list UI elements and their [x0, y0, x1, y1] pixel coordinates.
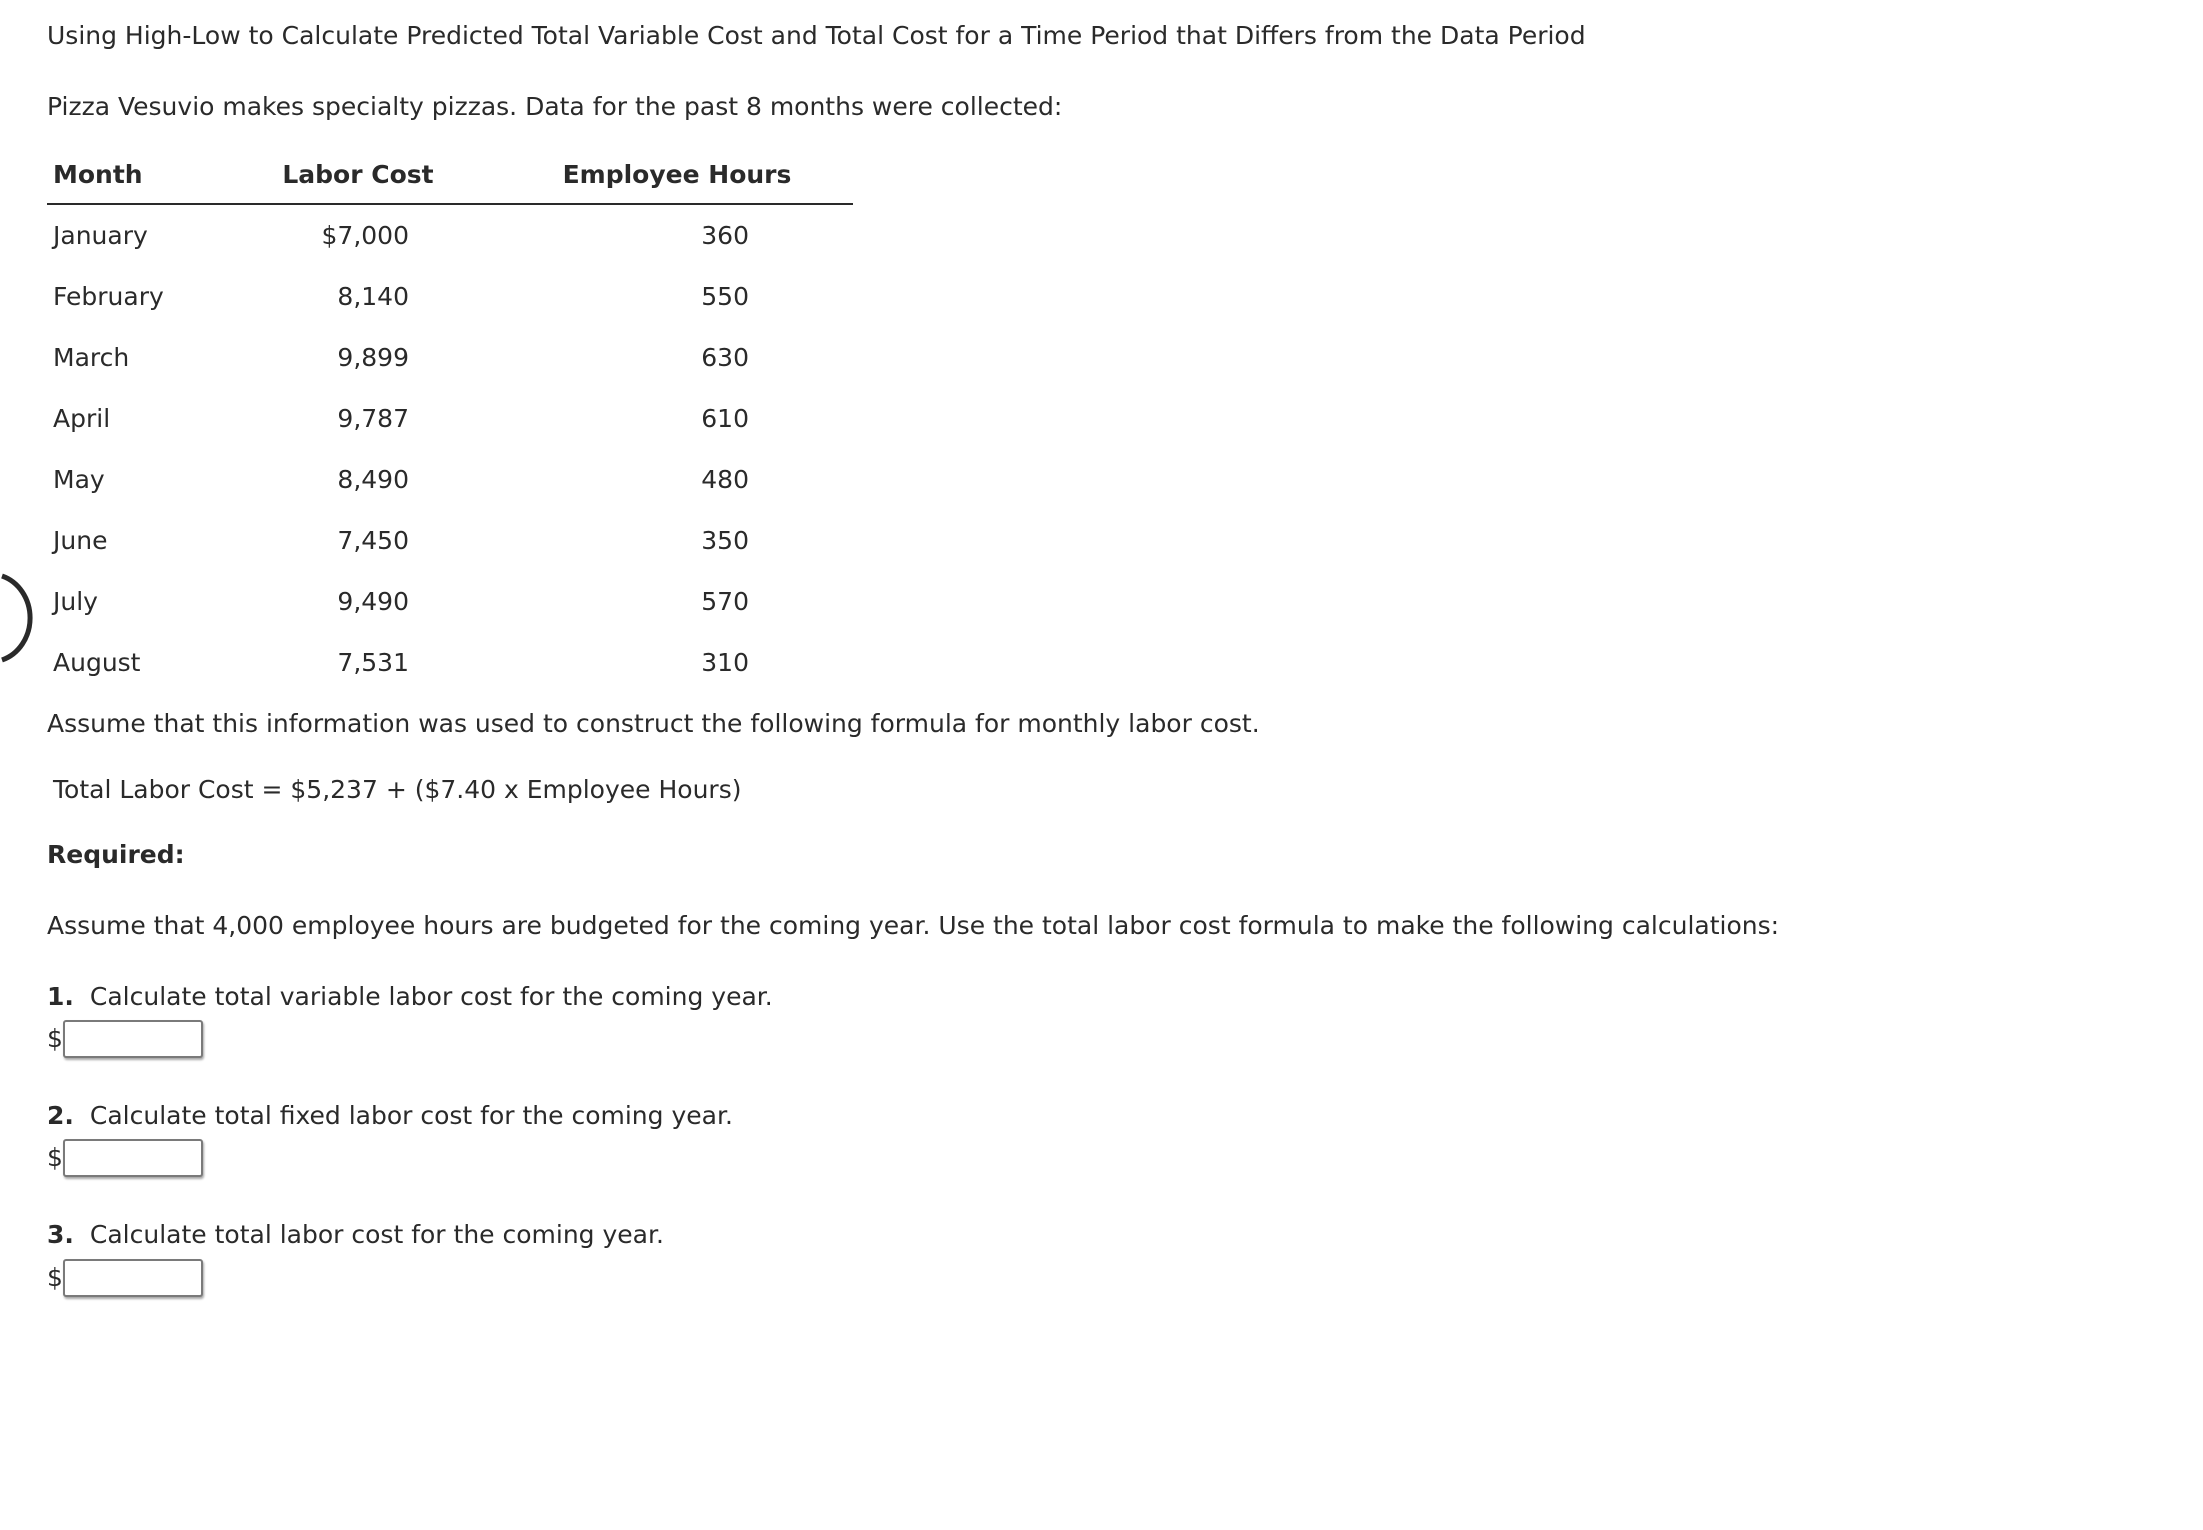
table-row: [47, 266, 853, 327]
month-cell: July: [53, 587, 98, 616]
question-number: 2.: [47, 1101, 74, 1130]
employee-hours-cell: 570: [701, 587, 749, 616]
table-row: [47, 632, 853, 693]
budget-instructions: Assume that 4,000 employee hours are budgeted for the coming year. Use the total labor cost formula to make the following calculations:: [47, 911, 1780, 940]
labor-cost-cell: 7,450: [337, 526, 409, 555]
employee-hours-cell: 350: [701, 526, 749, 555]
required-heading: Required:: [47, 840, 185, 869]
table-row: [47, 204, 853, 266]
labor-cost-cell: 9,899: [337, 343, 409, 372]
currency-symbol: $: [47, 1143, 63, 1172]
month-cell: January: [53, 221, 148, 250]
employee-hours-cell: 480: [701, 465, 749, 494]
problem-intro: Pizza Vesuvio makes specialty pizzas. Data for the past 8 months were collected:: [47, 92, 1063, 121]
table-row: [47, 388, 853, 449]
question-1: [47, 981, 773, 1013]
total-labor-cost-input[interactable]: [63, 1259, 203, 1297]
month-cell: June: [53, 526, 108, 555]
fixed-labor-cost-input[interactable]: [63, 1139, 203, 1177]
month-cell: April: [53, 404, 111, 433]
question-3: [47, 1219, 664, 1251]
question-number: 1.: [47, 982, 74, 1011]
answer-row-3: [47, 1256, 203, 1300]
labor-cost-cell: 8,490: [337, 465, 409, 494]
table-row: [47, 449, 853, 510]
labor-cost-cell: $7,000: [321, 221, 409, 250]
labor-cost-cell: 8,140: [337, 282, 409, 311]
table-header-row: [47, 151, 853, 204]
labor-cost-cell: 9,490: [337, 587, 409, 616]
labor-data-table: [47, 151, 853, 693]
currency-symbol: $: [47, 1024, 63, 1053]
question-text: Calculate total labor cost for the coming year.: [89, 1220, 664, 1249]
employee-hours-cell: 310: [701, 648, 749, 677]
month-cell: March: [53, 343, 130, 372]
formula-intro-text: Assume that this information was used to construct the following formula for monthly labor cost.: [47, 709, 1260, 738]
question-text: Calculate total variable labor cost for the coming year.: [89, 982, 773, 1011]
month-cell: February: [53, 282, 164, 311]
column-header-month: Month: [47, 151, 215, 204]
labor-cost-formula: Total Labor Cost = $5,237 + ($7.40 x Employee Hours): [53, 775, 742, 804]
variable-labor-cost-input[interactable]: [63, 1020, 203, 1058]
employee-hours-cell: 610: [701, 404, 749, 433]
employee-hours-cell: 360: [701, 221, 749, 250]
employee-hours-cell: 630: [701, 343, 749, 372]
question-text: Calculate total fixed labor cost for the coming year.: [89, 1101, 733, 1130]
column-header-labor-cost: Labor Cost: [215, 151, 501, 204]
table-row: [47, 327, 853, 388]
month-cell: May: [53, 465, 105, 494]
question-number: 3.: [47, 1220, 74, 1249]
table-row: [47, 510, 853, 571]
answer-row-2: [47, 1136, 203, 1180]
currency-symbol: $: [47, 1263, 63, 1292]
labor-cost-cell: 9,787: [337, 404, 409, 433]
problem-title: Using High-Low to Calculate Predicted Total Variable Cost and Total Cost for a Time Period that Differs from the Data Period: [47, 21, 1586, 50]
labor-cost-cell: 7,531: [337, 648, 409, 677]
employee-hours-cell: 550: [701, 282, 749, 311]
table-row: [47, 571, 853, 632]
side-arc-decoration: [0, 572, 34, 664]
answer-row-1: [47, 1017, 203, 1061]
month-cell: August: [53, 648, 141, 677]
column-header-employee-hours: Employee Hours: [501, 151, 853, 204]
question-2: [47, 1100, 733, 1132]
